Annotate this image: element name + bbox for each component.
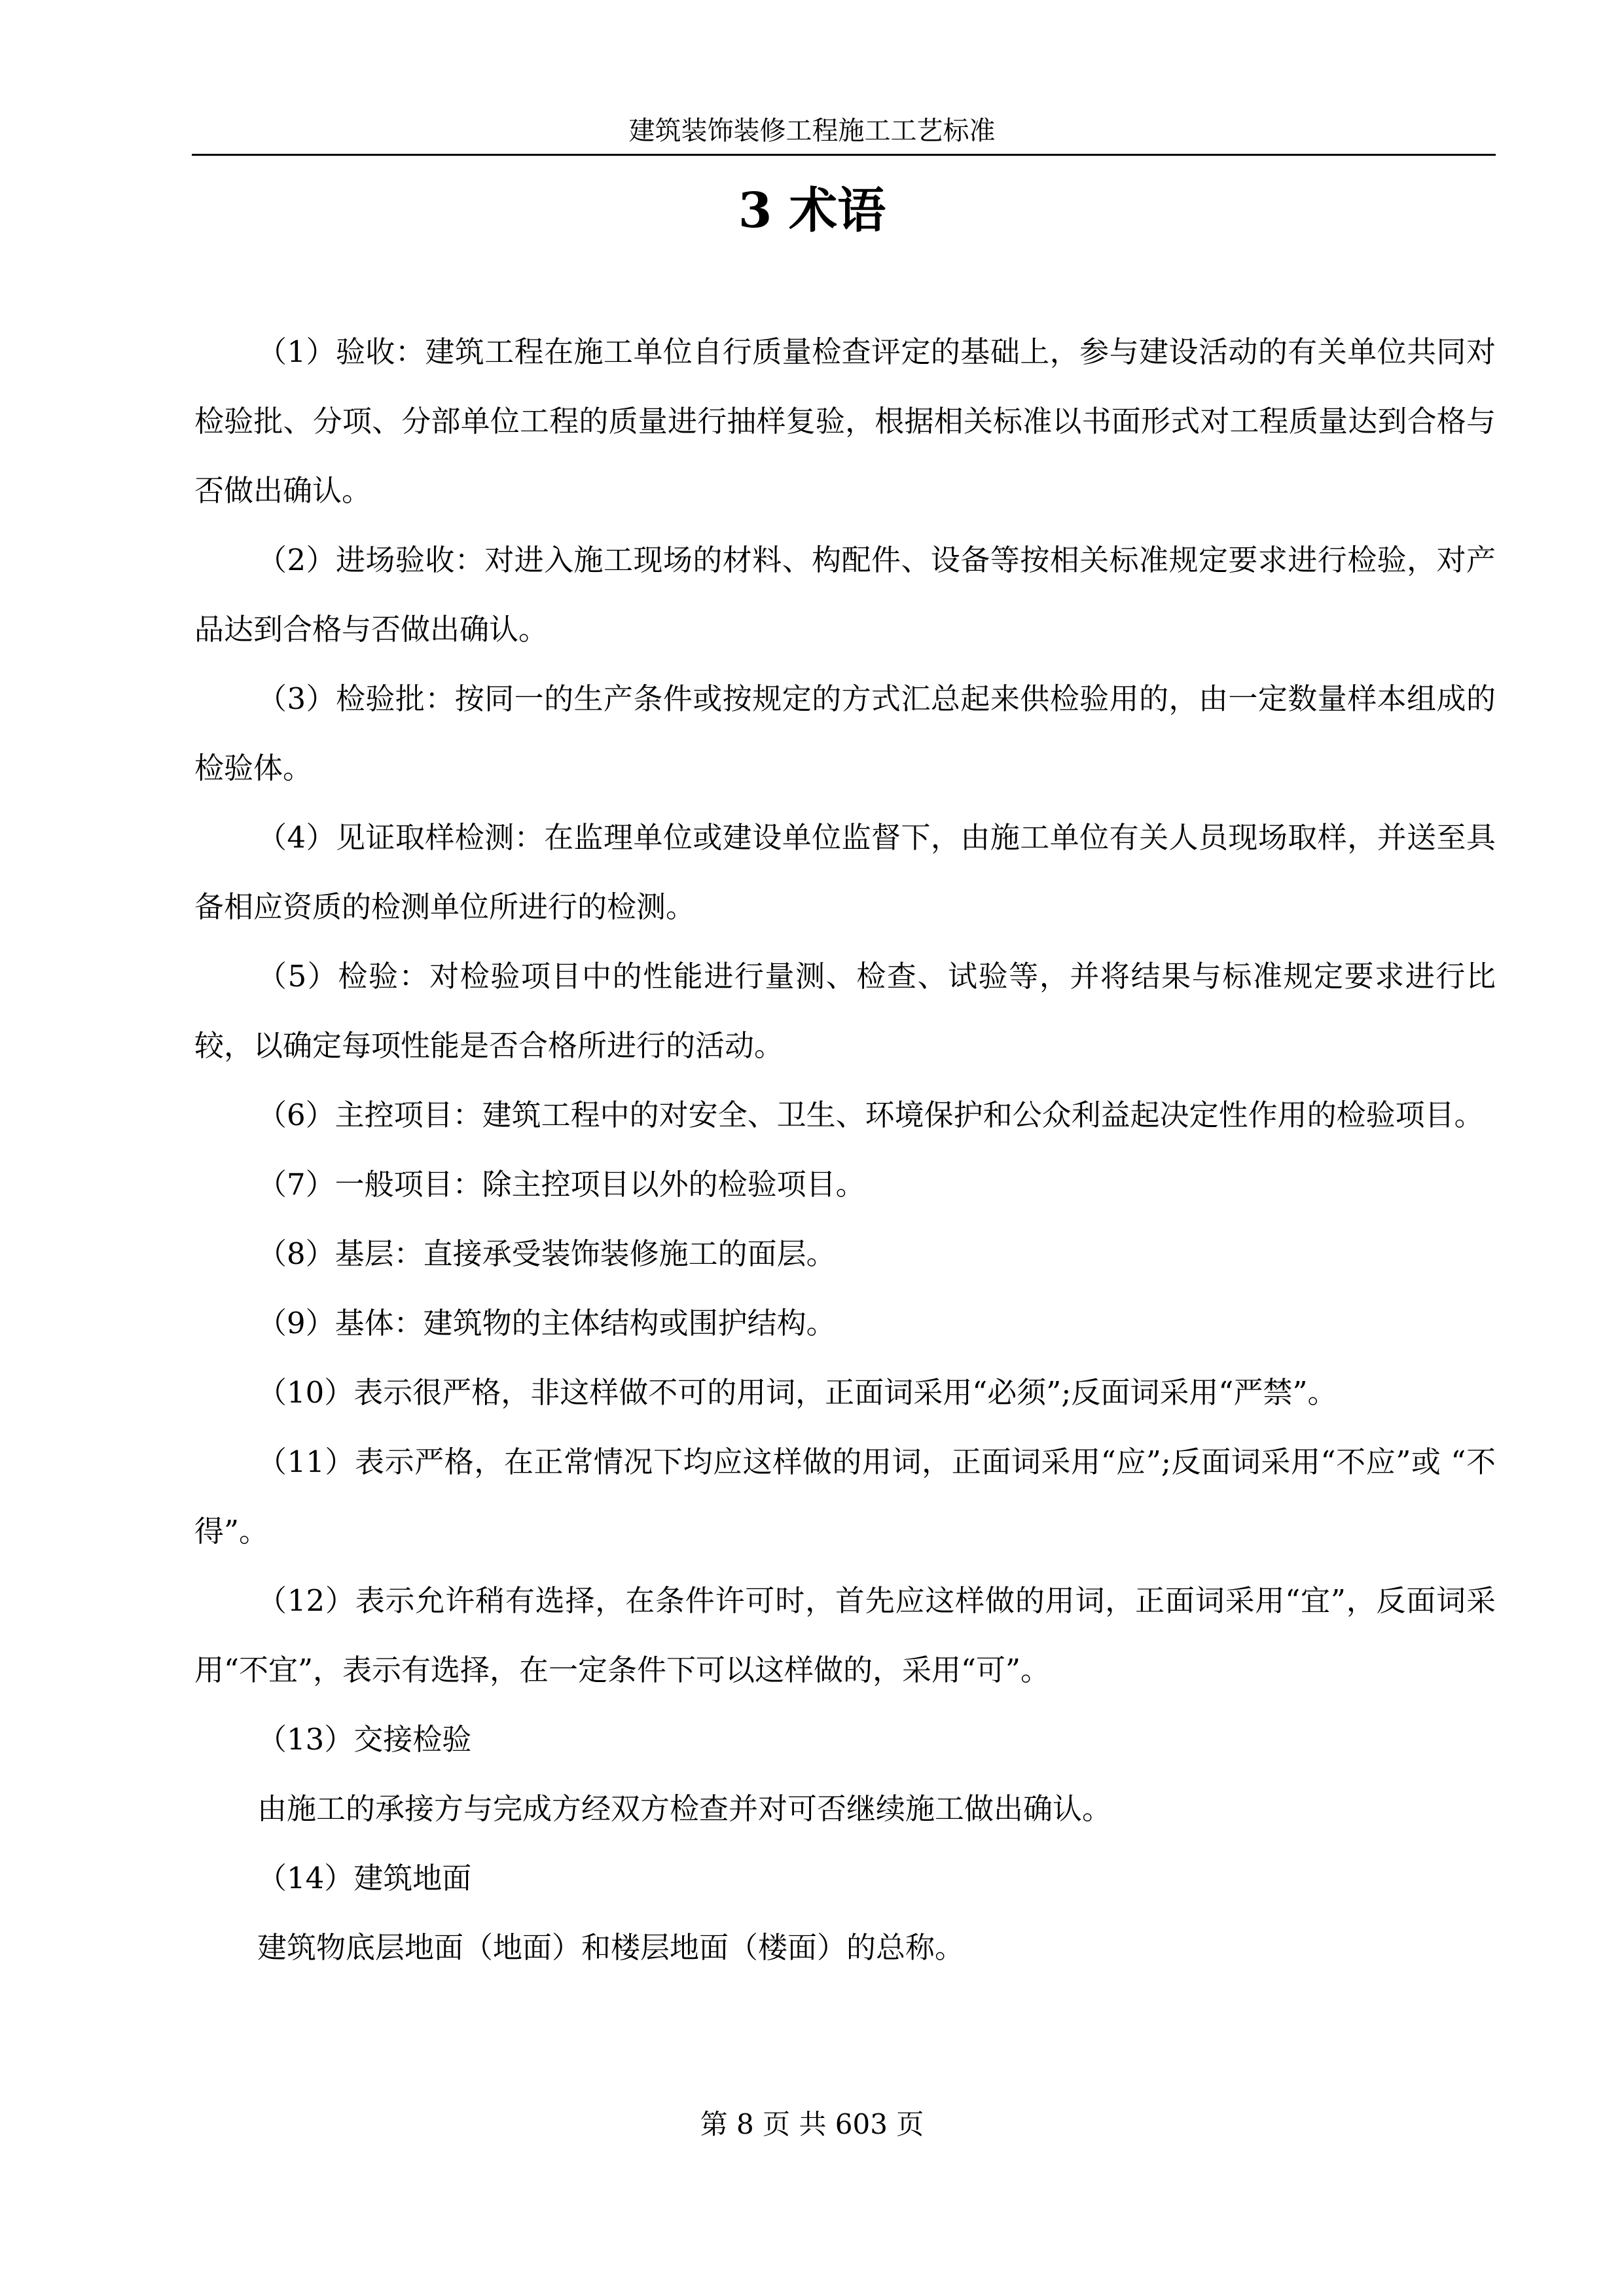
term-14-definition: 建筑物底层地面（地面）和楼层地面（楼面）的总称。 (257, 1930, 965, 1965)
term-paragraph-3: （3）检验批：按同一的生产条件或按规定的方式汇总起来供检验用的，由一定数量样本组成的检验体。 (194, 681, 1496, 785)
term-paragraph-13: （13）交接检验 (257, 1722, 472, 1757)
term-paragraph-7: （7）一般项目：除主控项目以外的检验项目。 (257, 1167, 865, 1202)
running-header: 建筑装饰装修工程施工工艺标准 (628, 116, 996, 146)
term-13-definition: 由施工的承接方与完成方经双方检查并对可否继续施工做出确认。 (257, 1791, 1112, 1826)
term-paragraph-12: （12）表示允许稍有选择，在条件许可时，首先应这样做的用词，正面词采用“宜”，反面词采用“不宜”，表示有选择，在一定条件下可以这样做的，采用“可”。 (194, 1583, 1496, 1687)
page-number: 第 8 页 共 603 页 (700, 2108, 924, 2140)
term-paragraph-8: （8）基层：直接承受装饰装修施工的面层。 (257, 1236, 836, 1271)
term-paragraph-1: （1）验收：建筑工程在施工单位自行质量检查评定的基础上，参与建设活动的有关单位共同对检验批、分项、分部单位工程的质量进行抽样复验，根据相关标准以书面形式对工程质量达到合格与否做出确认。 (194, 334, 1496, 508)
term-paragraph-10: （10）表示很严格，非这样做不可的用词，正面词采用“必须”;反面词采用“严禁”。 (257, 1375, 1337, 1410)
term-paragraph-9: （9）基体：建筑物的主体结构或围护结构。 (257, 1306, 836, 1340)
term-paragraph-11: （11）表示严格，在正常情况下均应这样做的用词，正面词采用“应”;反面词采用“不应”或 “不得”。 (194, 1444, 1496, 1549)
term-paragraph-6: （6）主控项目：建筑工程中的对安全、卫生、环境保护和公众利益起决定性作用的检验项目。 (257, 1098, 1484, 1132)
header-divider (192, 154, 1496, 156)
term-paragraph-14: （14）建筑地面 (257, 1861, 472, 1895)
term-paragraph-2: （2）进场验收：对进入施工现场的材料、构配件、设备等按相关标准规定要求进行检验，对产品达到合格与否做出确认。 (194, 543, 1496, 647)
document-body (194, 317, 1496, 1982)
section-title: 3 术语 (738, 183, 886, 239)
term-paragraph-5: （5）检验：对检验项目中的性能进行量测、检查、试验等，并将结果与标准规定要求进行比较，以确定每项性能是否合格所进行的活动。 (194, 959, 1496, 1063)
term-paragraph-4: （4）见证取样检测：在监理单位或建设单位监督下，由施工单位有关人员现场取样，并送至具备相应资质的检测单位所进行的检测。 (194, 820, 1496, 924)
